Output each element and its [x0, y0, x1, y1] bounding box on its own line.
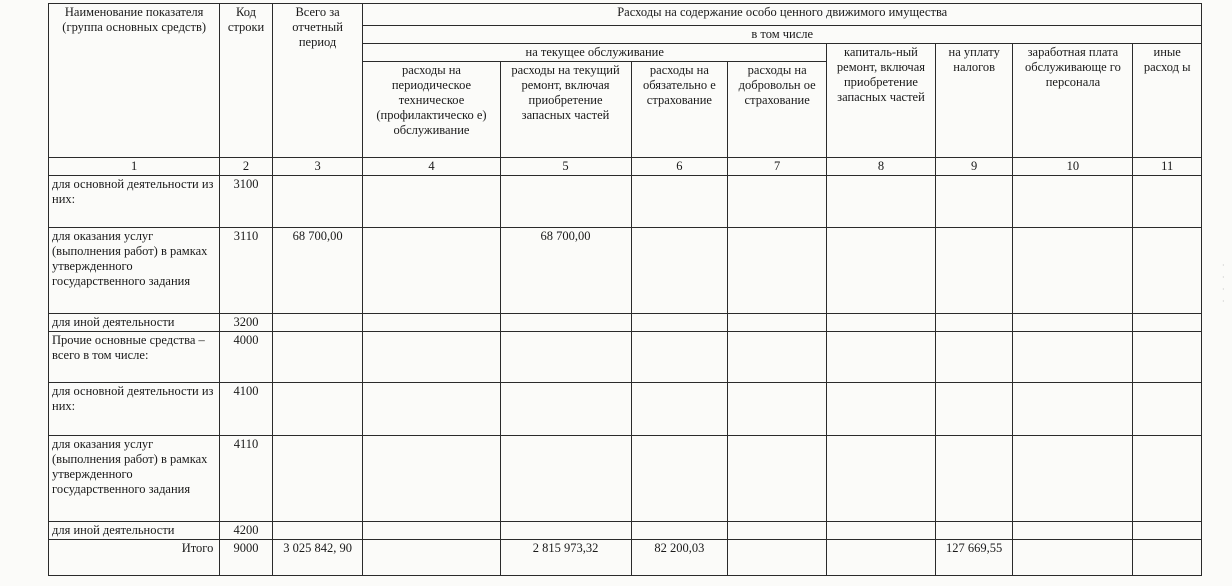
cell-empty	[363, 540, 500, 576]
cell-empty	[1013, 332, 1133, 383]
table-row	[49, 436, 1202, 522]
cell-empty	[827, 540, 936, 576]
row-col-5: 68 700,00	[500, 228, 631, 314]
cell-empty	[1013, 314, 1133, 332]
row-name: для основной деятельности из них:	[49, 383, 220, 436]
table-row	[49, 383, 1202, 436]
cell-empty	[1133, 383, 1202, 436]
header-col-8: капиталь-ный ремонт, включая приобретение запасных частей	[827, 44, 936, 158]
cell-empty	[1133, 522, 1202, 540]
row-name: для иной деятельности	[49, 522, 220, 540]
row-col-6	[631, 332, 728, 383]
cell-empty	[1013, 176, 1133, 228]
cell-empty	[728, 176, 827, 228]
row-col-5	[500, 332, 631, 383]
row-name: для оказания услуг (выполнения работ) в рамках утвержденного государственного задания	[49, 228, 220, 314]
total-col-9: 127 669,55	[935, 540, 1013, 576]
row-code: 4110	[220, 436, 272, 522]
cell-empty	[728, 540, 827, 576]
row-col-5	[500, 522, 631, 540]
header-col-name: Наименование показателя (группа основных средств)	[49, 4, 220, 158]
table-header	[49, 4, 1202, 176]
cell-empty	[728, 383, 827, 436]
row-col-6	[631, 522, 728, 540]
header-col-total: Всего за отчетный период	[272, 4, 363, 158]
cell-empty	[1013, 228, 1133, 314]
cell-empty	[1133, 332, 1202, 383]
column-number: 7	[728, 158, 827, 176]
cell-empty	[827, 332, 936, 383]
row-col-5	[500, 436, 631, 522]
row-code: 3100	[220, 176, 272, 228]
cell-empty	[1013, 540, 1133, 576]
cell-empty	[827, 314, 936, 332]
row-total	[272, 332, 363, 383]
cell-empty	[363, 522, 500, 540]
row-col-9	[935, 383, 1013, 436]
table-body	[49, 176, 1202, 576]
header-row-1	[49, 4, 1202, 26]
row-col-9	[935, 332, 1013, 383]
row-total: 68 700,00	[272, 228, 363, 314]
column-number: 6	[631, 158, 728, 176]
row-col-9	[935, 436, 1013, 522]
header-col-4: расходы на периодическое техническое (профилактическо е) обслуживание	[363, 62, 500, 158]
row-code: 4200	[220, 522, 272, 540]
row-col-6	[631, 436, 728, 522]
cell-empty	[728, 314, 827, 332]
cell-empty	[363, 332, 500, 383]
row-total	[272, 436, 363, 522]
cell-empty	[728, 522, 827, 540]
column-number: 11	[1133, 158, 1202, 176]
column-number: 4	[363, 158, 500, 176]
table-row	[49, 228, 1202, 314]
table-row	[49, 176, 1202, 228]
cell-empty	[1133, 176, 1202, 228]
column-number: 5	[500, 158, 631, 176]
total-row	[49, 540, 1202, 576]
cell-empty	[1133, 540, 1202, 576]
total-sum: 3 025 842, 90	[272, 540, 363, 576]
column-number: 2	[220, 158, 272, 176]
total-label: Итого	[49, 540, 220, 576]
row-col-6	[631, 176, 728, 228]
cell-empty	[1133, 436, 1202, 522]
table-row	[49, 522, 1202, 540]
cell-empty	[728, 436, 827, 522]
row-total	[272, 522, 363, 540]
header-col-7: расходы на добровольн ое страхование	[728, 62, 827, 158]
cell-empty	[363, 228, 500, 314]
total-code: 9000	[220, 540, 272, 576]
header-col-10: заработная плата обслуживающе го персонала	[1013, 44, 1133, 158]
header-col-5: расходы на текущий ремонт, включая приобретение запасных частей	[500, 62, 631, 158]
row-col-9	[935, 176, 1013, 228]
cell-empty	[1133, 314, 1202, 332]
cell-empty	[1013, 522, 1133, 540]
header-col-code: Код строки	[220, 4, 272, 158]
row-total	[272, 176, 363, 228]
total-col-5: 2 815 973,32	[500, 540, 631, 576]
cell-empty	[363, 383, 500, 436]
row-col-5	[500, 383, 631, 436]
row-total	[272, 314, 363, 332]
column-number: 1	[49, 158, 220, 176]
column-number: 8	[827, 158, 936, 176]
row-col-5	[500, 176, 631, 228]
row-name: для оказания услуг (выполнения работ) в рамках утвержденного государственного задания	[49, 436, 220, 522]
row-col-6	[631, 383, 728, 436]
column-number: 3	[272, 158, 363, 176]
table-row	[49, 332, 1202, 383]
row-name: для иной деятельности	[49, 314, 220, 332]
scan-noise: · · · ·	[1222, 261, 1225, 306]
cell-empty	[827, 383, 936, 436]
cell-empty	[363, 176, 500, 228]
cell-empty	[728, 332, 827, 383]
total-col-6: 82 200,03	[631, 540, 728, 576]
row-col-9	[935, 522, 1013, 540]
cell-empty	[728, 228, 827, 314]
column-number-row	[49, 158, 1202, 176]
row-name: для основной деятельности из них:	[49, 176, 220, 228]
row-code: 3200	[220, 314, 272, 332]
cell-empty	[827, 228, 936, 314]
cell-empty	[363, 314, 500, 332]
header-subgroup-including: в том числе	[363, 26, 1202, 44]
cell-empty	[827, 436, 936, 522]
row-col-5	[500, 314, 631, 332]
cell-empty	[1133, 228, 1202, 314]
header-subgroup-current: на текущее обслуживание	[363, 44, 827, 62]
header-col-11: иные расход ы	[1133, 44, 1202, 158]
row-total	[272, 383, 363, 436]
cell-empty	[1013, 383, 1133, 436]
row-col-9	[935, 228, 1013, 314]
cell-empty	[827, 176, 936, 228]
cell-empty	[827, 522, 936, 540]
row-code: 4100	[220, 383, 272, 436]
header-group-title: Расходы на содержание особо ценного движимого имущества	[363, 4, 1202, 26]
header-col-9: на уплату налогов	[935, 44, 1013, 158]
table-row	[49, 314, 1202, 332]
header-col-6: расходы на обязательно е страхование	[631, 62, 728, 158]
row-code: 4000	[220, 332, 272, 383]
row-col-6	[631, 314, 728, 332]
row-code: 3110	[220, 228, 272, 314]
cell-empty	[363, 436, 500, 522]
column-number: 10	[1013, 158, 1133, 176]
row-col-6	[631, 228, 728, 314]
property-expenses-table	[48, 3, 1202, 576]
cell-empty	[1013, 436, 1133, 522]
row-col-9	[935, 314, 1013, 332]
column-number: 9	[935, 158, 1013, 176]
row-name: Прочие основные средства – всего в том числе:	[49, 332, 220, 383]
